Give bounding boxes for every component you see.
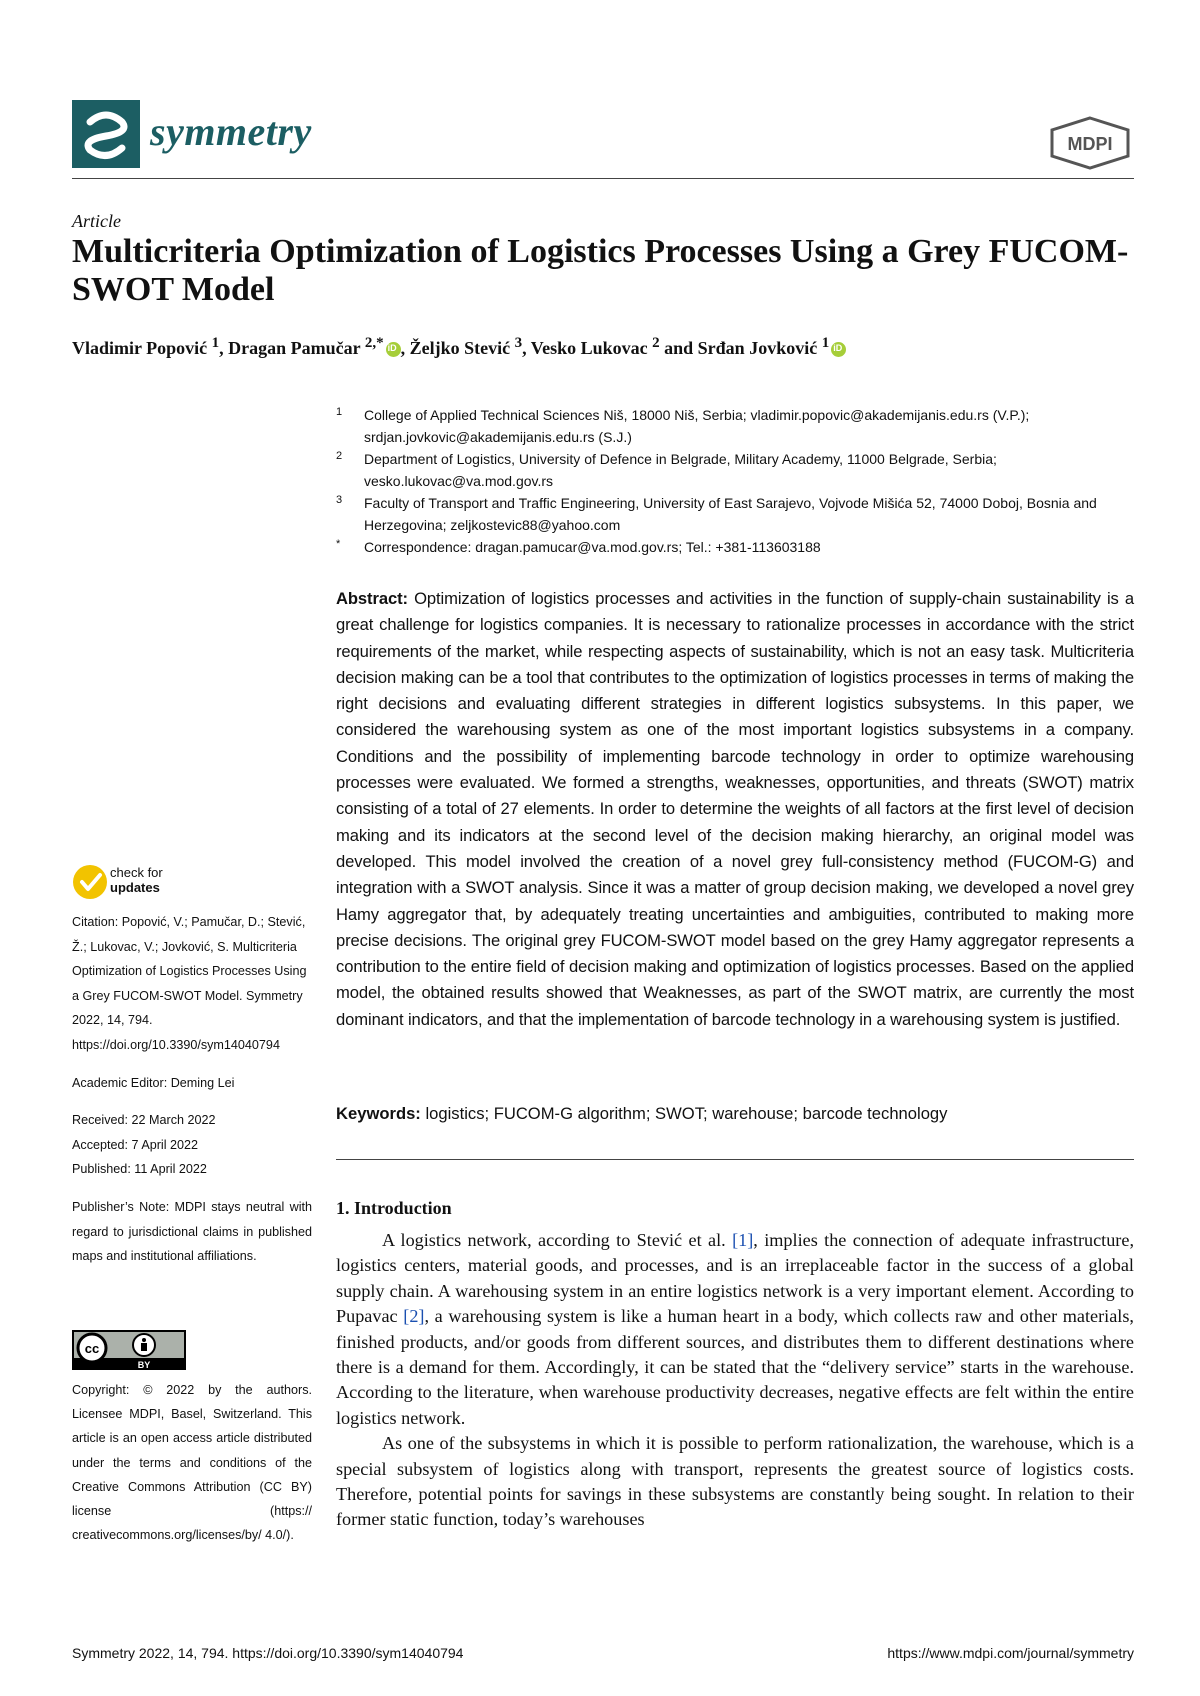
mdpi-logo-icon (1048, 116, 1132, 170)
affiliation-item: 1 College of Applied Technical Sciences Niš, 18000 Niš, Serbia; vladimir.popovic@akademijanis.edu.rs (V.P.); srdjan.jovkovic@akademijanis.edu.rs (S.J.) (336, 406, 1030, 445)
abstract-divider (336, 1159, 1134, 1160)
publishers-note: Publisher’s Note: MDPI stays neutral with regard to jurisdictional claims in published maps and institutional affiliations. (72, 1199, 312, 1264)
svg-text:cc: cc (84, 1341, 100, 1356)
citation-link[interactable]: [1] (732, 1230, 754, 1250)
author-list: Vladimir Popović $^1$, Dragan Pamučar $^{2,*}$iD , Željko Stević $^3$, Vesko Lukovac $^2$ and Srđan Jovković $^1$iD (72, 335, 1134, 359)
abstract-label: Abstract: (336, 589, 408, 608)
cc-by-license-icon[interactable] (72, 1330, 186, 1370)
keywords-text: logistics; FUCOM-G algorithm; SWOT; warehouse; barcode technology (425, 1104, 948, 1123)
footer-citation: Symmetry 2022, 14, 794. https://doi.org/10.3390/sym14040794 (72, 1645, 464, 1661)
orcid-icon[interactable] (831, 342, 846, 357)
author[interactable]: Srđan Jovković $^1$ (697, 335, 830, 358)
header-divider (72, 178, 1134, 179)
article-type: Article (72, 211, 121, 231)
footer-journal-link[interactable]: https://www.mdpi.com/journal/symmetry (887, 1645, 1134, 1661)
abstract (336, 586, 1134, 1033)
accepted-date: Accepted: 7 April 2022 (72, 1137, 199, 1152)
citation-info: Citation: Popović, V.; Pamučar, D.; Stević, Ž.; Lukovac, V.; Jovković, S. Multicriteria Optimization of Logistics Processes Using a Grey FUCOM-SWOT Model. Symmetry 2022, 14, 794. https://doi.org/10.3390/sym14040794 (72, 915, 307, 1052)
citation-link[interactable]: [2] (403, 1306, 425, 1327)
paragraph: As one of the subsystems in which it is possible to perform rationalization, the warehouse, which is a special subsystem of logistics along with transport, represents the greatest source of logistics costs. Therefore, potential points for savings in these subsystems are constantly being sought. In relation to their former static function, today’s warehouses (336, 1433, 1134, 1530)
orcid-icon[interactable] (386, 342, 401, 357)
author[interactable]: Željko Stević $^3$ (409, 335, 523, 358)
journal-name: symmetry (150, 109, 312, 154)
cc-label: BY (137, 1360, 151, 1370)
author[interactable]: Vesko Lukovac $^2$ (530, 335, 660, 358)
article-info-sidebar (72, 910, 312, 1269)
introduction-body (336, 1228, 1134, 1533)
affiliations (336, 404, 1136, 558)
received-date: Received: 22 March 2022 (72, 1113, 216, 1128)
paragraph: A logistics network, according to Stević et al. [1], implies the connection of adequate infrastructure, logistics centers, material goods, and processes, and is an irreplaceable factor in the success of a global supply chain. A warehousing system in an entire logistics network is a very important element. According to Pupavac [2], a warehousing system is like a human heart in a body, which collects raw and other materials, finished products, and/or goods from different sources, and distributes them to different destinations where there is a demand for them. Accordingly, it can be stated that the “delivery service” starts in the warehouse. According to the literature, when warehouse productivity decreases, negative effects are felt within the entire logistics network. (336, 1230, 1134, 1428)
publisher-name: MDPI (1067, 134, 1113, 154)
section-heading: 1. Introduction (336, 1198, 452, 1218)
copyright-notice: Copyright: © 2022 by the authors. Licensee MDPI, Basel, Switzerland. This article is an open access article distributed under the terms and conditions of the Creative Commons Attribution (CC BY) license (https:// creativecommons.org/licenses/by/ 4.0/). (72, 1383, 312, 1543)
affiliation-item: 2 Department of Logistics, University of Defence in Belgrade, Military Academy, 11000 Belgrade, Serbia; vesko.lukovac@va.mod.gov.rs (336, 450, 997, 489)
author[interactable]: Vladimir Popović $^1$ (72, 335, 220, 358)
check-for-updates-label[interactable]: check for updates (110, 865, 163, 895)
keywords-label: Keywords: (336, 1104, 421, 1123)
affiliation-item: 3 Faculty of Transport and Traffic Engineering, University of East Sarajevo, Vojvode Mišića 52, 74000 Doboj, Bosnia and Herzegovina; zeljkostevic88@yahoo.com (336, 494, 1097, 533)
correspondence: * Correspondence: dragan.pamucar@va.mod.gov.rs; Tel.: +381-113603188 (336, 538, 821, 555)
author[interactable]: Dragan Pamučar $^{2,*}$ (228, 335, 384, 358)
keywords (336, 1104, 1134, 1124)
symmetry-logo-icon (72, 100, 140, 168)
published-date: Published: 11 April 2022 (72, 1162, 207, 1177)
academic-editor: Academic Editor: Deming Lei (72, 1075, 235, 1090)
abstract-text: Optimization of logistics processes and activities in the function of supply-chain sustainability is a great challenge for logistics companies. It is necessary to rationalize processes in accordance with the strict requirements of the market, while respecting aspects of sustainability, which is not an easy task. Multicriteria decision making can be a tool that contributes to the optimization of logistics processes in terms of making the right decisions and evaluating different strategies in different logistics subsystems. In this paper, we considered the warehousing system as one of the most important logistics subsystems in a company. Conditions and the possibility of implementing barcode technology in order to optimize warehousing processes were evaluated. We formed a strengths, weaknesses, opportunities, and threats (SWOT) matrix consisting of a total of 27 elements. In order to determine the weights of all factors at the first level of decision making and its indicators at the second level of the decision making hierarchy, an original model was developed. This model involved the creation of a novel grey full-consistency method (FUCOM-G) and integration with a SWOT analysis. Since it was a matter of group decision making, we developed a novel grey Hamy aggregator that, by adequately treating uncertainties and ambiguities, contributed to making more precise decisions. The original grey FUCOM-SWOT model based on the grey Hamy aggregator represents a contribution to the entire field of decision making and optimization of logistics processes. Based on the applied model, the obtained results showed that Weaknesses, as part of the SWOT matrix, are currently the most dominant indicators, and that the implementation of barcode technology in a warehousing system is justified. (336, 589, 1134, 1029)
article-title: Multicriteria Optimization of Logistics Processes Using a Grey FUCOM-SWOT Model (72, 233, 1129, 308)
